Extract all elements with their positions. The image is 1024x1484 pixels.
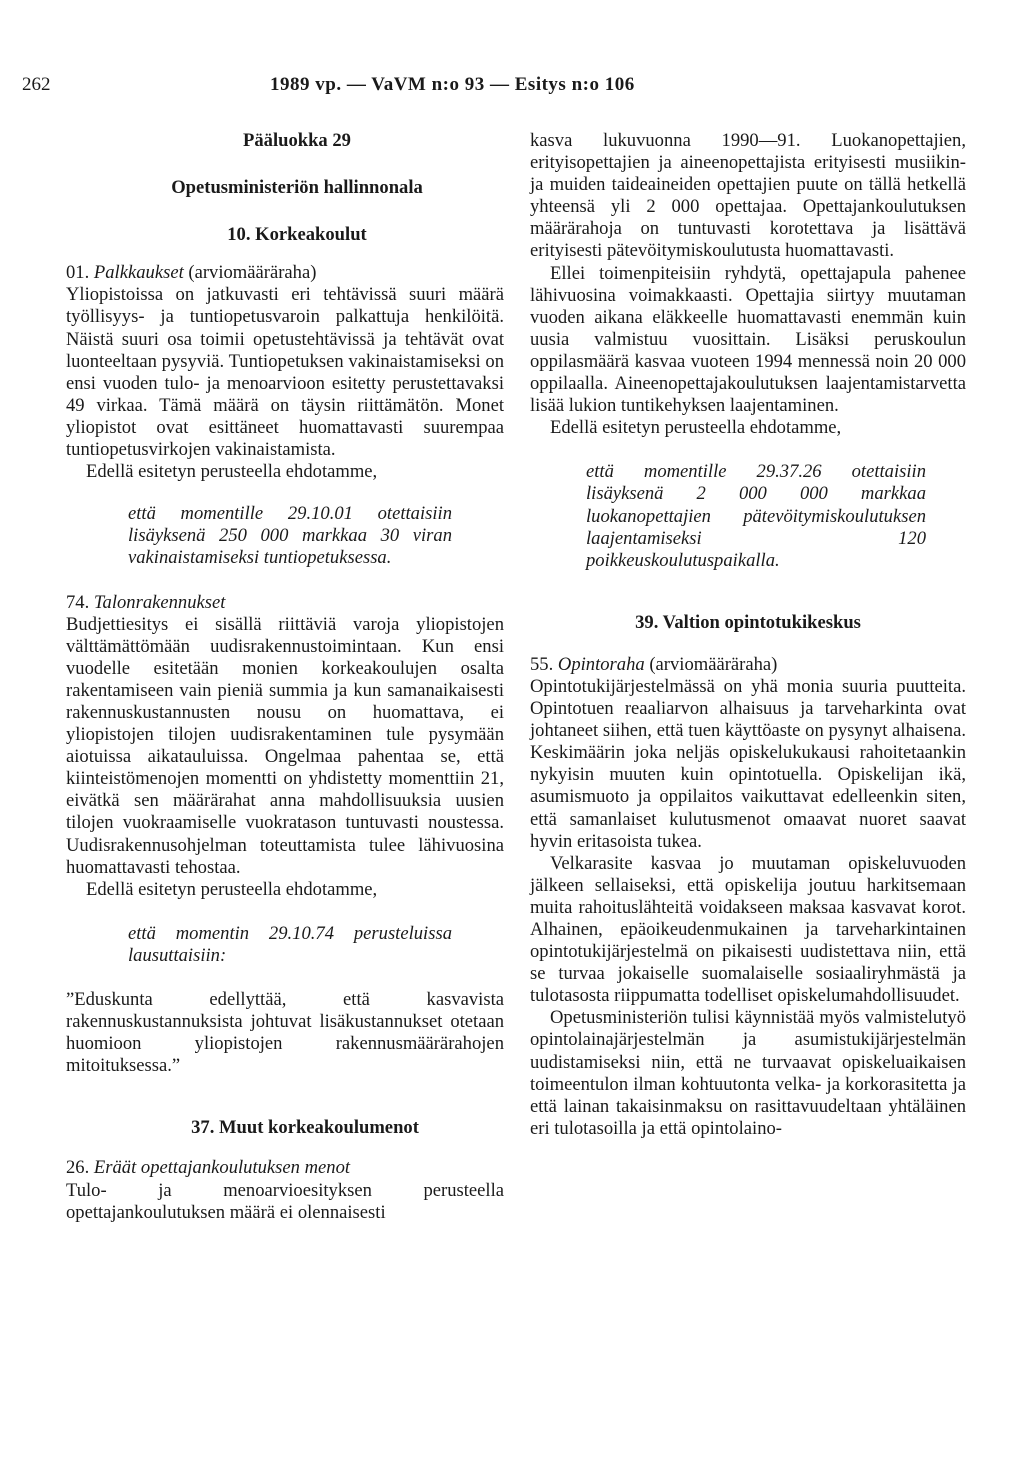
item-number: 26. (66, 1157, 90, 1179)
proposal-text: että momentille 29.37.26 otettaisiin lisäyksenä 2 000 000 markkaa luokanopettajien pätevöitymiskoulutuksen laajentamiseksi 120 poikkeuskoulutuspaikalla. (586, 461, 926, 571)
page-header (22, 74, 1002, 104)
item-title-suffix: (arviomääräraha) (188, 262, 317, 284)
quote-paragraph: ”Eduskunta edellyttää, että kasvavista rakennuskustannuksista johtuvat lisäkustannukset otetaan huomioon yliopistojen rakennusmäärärahojen mitoituksessa.” (66, 989, 504, 1077)
item-heading (530, 654, 966, 676)
page-number: 262 (22, 74, 51, 95)
item-title: Opintoraha (557, 653, 645, 675)
body-paragraph: Budjettiesitys ei sisällä riittäviä varoja yliopistojen välttämättömään uudisrakennustoimintaan. Kun ensi vuodelle esitetään monien korkeakoulujen osalta rakentamiseen vain pieniä summia ja kun samanaikaisesti rakennuskustannusten nousu on huomattava, ei yliopistojen tilojen uudisrakentaminen tule pysymään aiotuissa aikatauluissa. Ongelmaa pahentaa se, että kiinteistömenojen momentti on yhdistetty momenttiin 21, eivätkä sen määrärahat anna mahdollisuuksia uusien tilojen vuokraamiselle vuokratason tuntuvasti noustessa. Uudisrakennusohjelman toteuttamista tulee lähivuosina huomattavasti tehostaa. (66, 613, 504, 878)
item-number: 55. (530, 653, 554, 675)
proposal-lead: Edellä esitetyn perusteella ehdotamme, (86, 461, 378, 483)
body-paragraph: Opetusministeriön tulisi käynnistää myös valmistelutyö opintolainajärjestelmän ja asumistukijärjestelmän uudistamiseksi niin, että ne turvaavat opiskeluaikaisen toimeentulon ilman kohtuutonta velka- ja korkorasitetta ja että lainan takaisinmaksu on rasittavuudeltaan yhtäläinen eri tulotasoilla ja että opintolaino- (530, 1007, 966, 1139)
body-paragraph: kasva lukuvuonna 1990—91. Luokanopettajien, erityisopettajien ja aineenopettajista erityisesti musiikin- ja muiden taideaineiden opettajien puute on tällä hetkellä yhteensä yli 2 000 opettajaa. Opettajankoulutuksen määrärahoja on tuntuvasti korotettava ja lisättävä erityisesti pätevöitymiskoulutusta huomattavasti. (530, 130, 966, 262)
left-column (66, 130, 504, 1224)
right-column (530, 130, 966, 1140)
item-heading (66, 1157, 504, 1179)
item-number: 01. (66, 262, 90, 284)
chapter-heading: 37. Muut korkeakoulumenot (191, 1117, 419, 1139)
proposal-text: että momentille 29.10.01 otettaisiin lisäyksenä 250 000 markkaa 30 viran vakinaistamiseksi tuntiopetuksessa. (128, 503, 452, 569)
item-title: Palkkaukset (93, 262, 184, 284)
proposal-lead: Edellä esitetyn perusteella ehdotamme, (550, 417, 842, 439)
chapter-heading: 39. Valtion opintotukikeskus (635, 611, 861, 633)
body-paragraph: Opintotukijärjestelmässä on yhä monia suuria puutteita. Opintotuen reaaliarvon alhaisuus ja tarveharkinta ovat johtaneet siihen, että tuen käyttöaste on pysynyt alhaisena. Keskimäärin joka neljäs opiskelukukausi rahoitetaankin nykyisin muuten kuin opintotuella. Opiskelijan ikä, asumismuoto ja oppilaitos vaikuttavat edelleenkin siten, että samanlaiset kulutusmenot omaavat nuoret saavat hyvin eritasoista tukea. (530, 675, 966, 852)
ministry-heading: Opetusministeriön hallinnonala (171, 177, 423, 199)
item-number: 74. (66, 591, 90, 613)
item-title-suffix: (arviomääräraha) (649, 653, 778, 675)
item-heading (66, 592, 504, 614)
proposal-text: että momentin 29.10.74 perusteluissa lausuttaisiin: (128, 922, 452, 966)
main-class-heading: Pääluokka 29 (243, 130, 351, 151)
body-paragraph: Tulo- ja menoarvioesityksen perusteella opettajankoulutuksen määrä ei olennaisesti (66, 1179, 504, 1223)
body-paragraph: Yliopistoissa on jatkuvasti eri tehtävissä suuri määrä työllisyys- ja tuntiopetusvaroin palkattuja henkilöitä. Näistä suuri osa toimii opetustehtävissä ja tehtävät ovat luonteeltaan pysyviä. Tuntiopetuksen vakinaistamiseksi on ensi vuoden tulo- ja menoarvioon esitetty perustettavaksi 49 virkaa. Tämä määrä on täysin riittämätön. Monet yliopistot ovat esittäneet huomattavasti suurempaa tuntiopetusvirkojen vakinaistamista. (66, 284, 504, 461)
body-paragraph: Velkarasite kasvaa jo muutaman opiskeluvuoden jälkeen sellaiseksi, että opiskelija joutuu harkitsemaan muita rahoituslähteitä voidakseen maksaa kasvavat korot. Alhainen, epäoikeudenmukainen ja tarveharkintainen opintotukijärjestelmä on pikaisesti uudistettava niin, että se turvaa jokaiselle suomalaiselle sosiaaliryhmästä ja tulotasosta riippumatta todelliset opiskelumahdollisuudet. (530, 852, 966, 1007)
running-head: 1989 vp. — VaVM n:o 93 — Esitys n:o 106 (270, 74, 635, 95)
item-heading (66, 262, 504, 284)
body-paragraph: Ellei toimenpiteisiin ryhdytä, opettajapula pahenee lähivuosina voimakkaasti. Opettajia siirtyy muutaman vuoden aikana eläkkeelle huomattavasti enemmän kuin uusia valmistuu vuosittain. Lisäksi peruskoulun oppilasmäärä kasvaa vuoteen 1994 mennessä noin 20 000 oppilaalla. Aineenopettajakoulutuksen laajentamistarvetta lisää lukion tuntikehyksen laajentaminen. (530, 262, 966, 417)
proposal-lead: Edellä esitetyn perusteella ehdotamme, (86, 878, 378, 900)
item-title: Eräät opettajankoulutuksen menot (93, 1157, 351, 1179)
item-title: Talonrakennukset (93, 591, 226, 613)
chapter-heading: 10. Korkeakoulut (227, 224, 367, 246)
